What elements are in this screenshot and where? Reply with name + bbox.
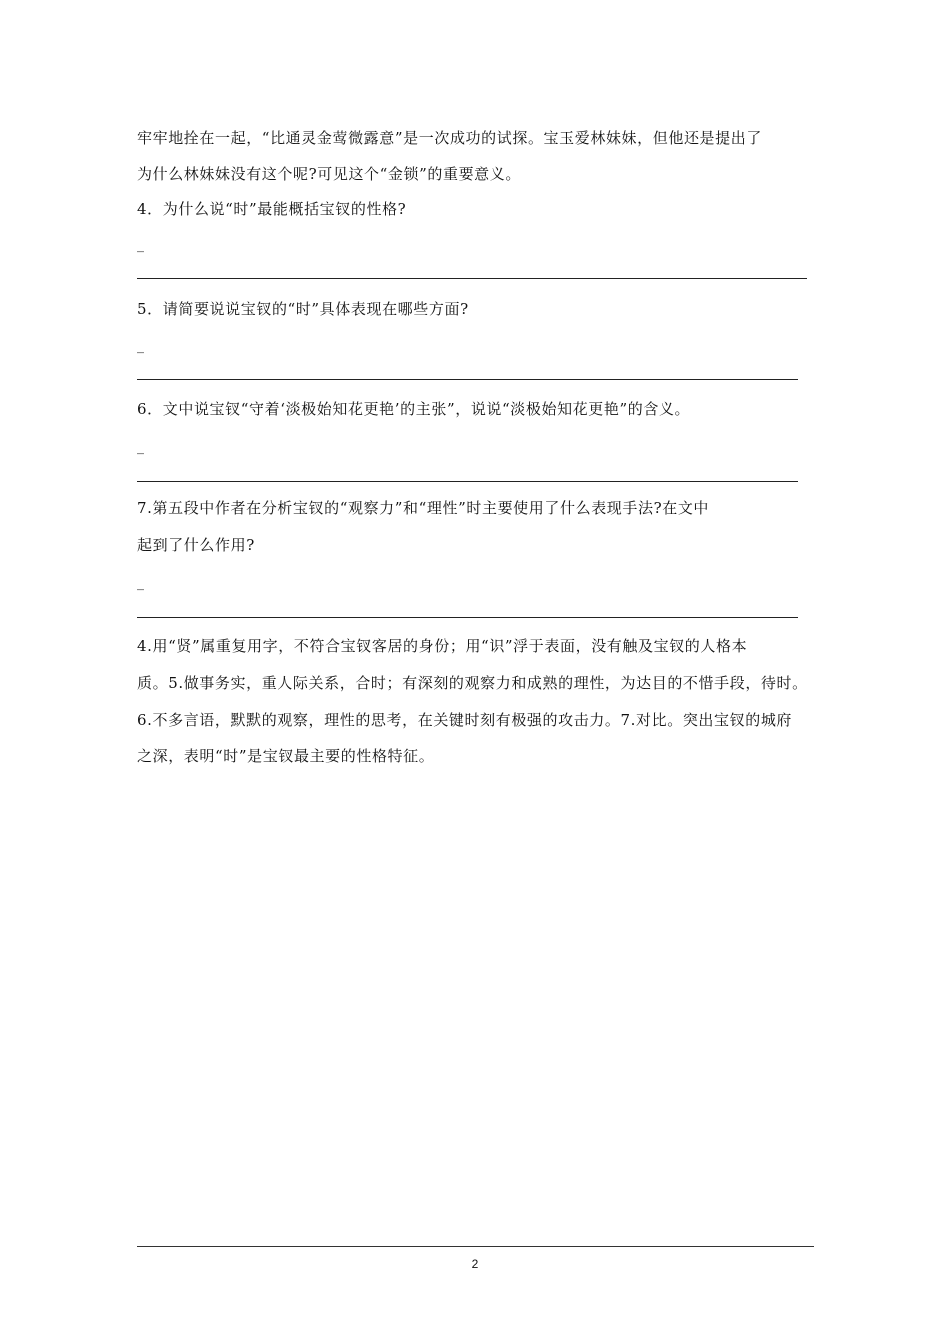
answer-blank-mark-7: _ — [137, 575, 144, 591]
answer-key-line-1: 4.用“贤”属重复用字，不符合宝钗客居的身份；用“识”浮于表面，没有触及宝钗的人格本 — [137, 637, 748, 655]
question-5: 5．请简要说说宝钗的“时”具体表现在哪些方面? — [137, 300, 469, 318]
answer-key-line-4: 之深，表明“时”是宝钗最主要的性格特征。 — [137, 747, 435, 765]
answer-line-6 — [137, 481, 798, 482]
answer-line-7 — [137, 617, 798, 618]
answer-blank-mark-5: _ — [137, 338, 144, 354]
page-number: 2 — [471, 1257, 479, 1271]
question-7-line-2: 起到了什么作用? — [137, 536, 255, 554]
question-4: 4．为什么说“时”最能概括宝钗的性格? — [137, 200, 407, 218]
footer-divider — [137, 1246, 814, 1247]
answer-blank-mark-4: _ — [137, 237, 144, 253]
answer-blank-mark-6: _ — [137, 439, 144, 455]
answer-key-line-2: 质。5.做事务实，重人际关系，合时；有深刻的观察力和成熟的理性，为达目的不惜手段，待时。 — [137, 674, 808, 692]
answer-line-5 — [137, 379, 798, 380]
continuation-line-2: 为什么林妹妹没有这个呢?可见这个“金锁”的重要意义。 — [137, 165, 521, 183]
question-7-line-1: 7.第五段中作者在分析宝钗的“观察力”和“理性”时主要使用了什么表现手法?在文中 — [137, 499, 710, 517]
question-6: 6．文中说宝钗“守着‘淡极始知花更艳’的主张”，说说“淡极始知花更艳”的含义。 — [137, 400, 691, 418]
answer-line-4 — [137, 278, 807, 279]
answer-key-line-3: 6.不多言语，默默的观察，理性的思考，在关键时刻有极强的攻击力。7.对比。突出宝钗的城府 — [137, 711, 793, 729]
continuation-line-1: 牢牢地拴在一起，“比通灵金莺微露意”是一次成功的试探。宝玉爱林妹妹，但他还是提出了 — [137, 129, 762, 147]
